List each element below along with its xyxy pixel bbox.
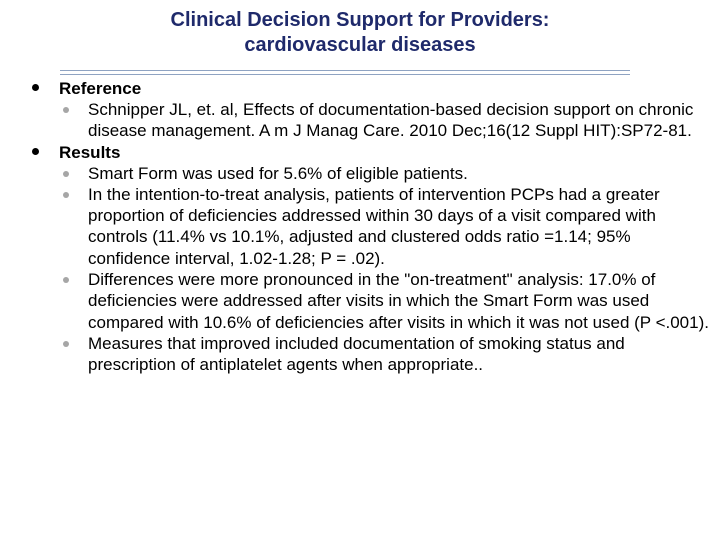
list-item-text: In the intention-to-treat analysis, patients of intervention PCPs had a greater proportion of deficiencies addressed within 30 days of a visit compared with controls (11.4% vs 10.1%, adjusted and clustered odds ratio =1.14; 95% confidence interval, 1.02-1.28; P = .02).	[88, 184, 660, 268]
slide-content	[0, 78, 720, 376]
list-item-text: Schnipper JL, et. al, Effects of documentation-based decision support on chronic disease management. A m J Manag Care. 2010 Dec;16(12 Suppl HIT):SP72-81.	[88, 100, 694, 141]
title-divider	[60, 70, 630, 75]
section-reference	[0, 78, 720, 99]
list-item-text: Smart Form was used for 5.6% of eligible patients.	[88, 163, 468, 183]
bullet-icon	[32, 148, 39, 155]
bullet-icon	[32, 84, 39, 91]
title-line-2: cardiovascular diseases	[244, 34, 476, 56]
sub-bullet-icon	[63, 277, 69, 283]
sub-bullet-icon	[63, 107, 69, 113]
list-item	[0, 163, 720, 184]
section-results	[0, 142, 720, 163]
list-item	[0, 269, 720, 333]
section-heading: Results	[59, 142, 121, 162]
list-item	[0, 99, 720, 142]
list-item	[0, 184, 720, 269]
list-item-text: Differences were more pronounced in the "on-treatment" analysis: 17.0% of deficiencies were addressed after visits in which the Smart Form was used compared with 10.6% of deficiencies after visits in which it was not used (P <.001).	[88, 270, 709, 332]
sub-bullet-icon	[63, 192, 69, 198]
sub-bullet-icon	[63, 341, 69, 347]
sub-bullet-icon	[63, 171, 69, 177]
title-line-1: Clinical Decision Support for Providers:	[170, 9, 550, 31]
section-heading: Reference	[59, 79, 142, 98]
list-item	[0, 333, 720, 376]
list-item-text: Measures that improved included documentation of smoking status and prescription of antiplatelet agents when appropriate..	[88, 333, 625, 375]
slide-title	[60, 8, 660, 58]
